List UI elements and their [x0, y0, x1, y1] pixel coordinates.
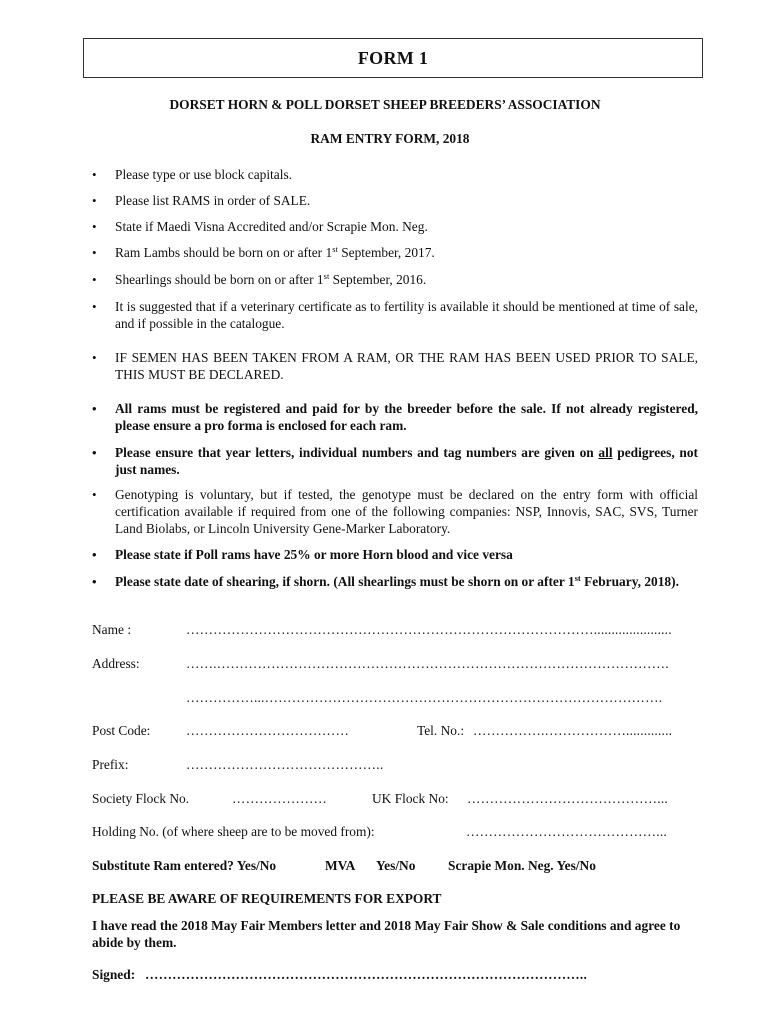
instruction-item: • Ram Lambs should be born on or after 1st September, 2017. [92, 244, 435, 260]
prefix-field[interactable]: …………………………………….. [186, 757, 384, 772]
postcode-field[interactable]: ……………………………… [186, 723, 350, 738]
export-notice: PLEASE BE AWARE OF REQUIREMENTS FOR EXPORT [92, 891, 442, 906]
bullet-icon: • [92, 487, 97, 502]
bullet-icon: • [92, 245, 97, 260]
uk-flock-label: UK Flock No: [372, 791, 449, 806]
bullet-icon: • [92, 445, 97, 460]
tel-field[interactable]: …………….………………............. [473, 723, 673, 738]
bullet-icon: • [92, 547, 97, 562]
signature-field[interactable]: …………………………………………………………………………………….. [145, 967, 587, 982]
bullet-icon: • [92, 193, 97, 208]
tel-label: Tel. No.: [417, 723, 465, 738]
instruction-item: • Please type or use block capitals. [92, 167, 293, 182]
mva-label: MVA [325, 858, 356, 873]
agreement-statement: I have read the 2018 May Fair Members letter and 2018 May Fair Show & Sale conditions and agree to abide by them. [92, 918, 681, 950]
instruction-item: • Shearlings should be born on or after 1st September, 2016. [92, 271, 427, 287]
mva-yes-no[interactable]: Yes/No [376, 858, 416, 873]
holding-field[interactable]: ……………………………………... [466, 824, 667, 839]
society-flock-label: Society Flock No. [92, 791, 190, 806]
instruction-item: • Genotyping is voluntary, but if tested, the genotype must be declared on the entry form with official certification available if required from one of the following companies: NSP, Innovis, SAC, SVS, Turner Land Biolabs, or Lincoln University Gene-Marker Laboratory. [92, 487, 698, 536]
bullet-icon: • [92, 574, 97, 589]
bullet-icon: • [92, 272, 97, 287]
form-title: FORM 1 [357, 47, 429, 68]
instruction-item: • Please state date of shearing, if shorn. (All shearlings must be shorn on or after 1st February, 2018). [92, 573, 679, 589]
form-title-box [83, 38, 703, 78]
address-field-line-2[interactable]: ……………...……………………………………………………………………………. [186, 690, 663, 705]
bullet-icon: • [92, 350, 97, 365]
postcode-label: Post Code: [92, 723, 151, 738]
bullet-icon: • [92, 299, 97, 314]
instruction-item: • It is suggested that if a veterinary certificate as to fertility is available it should be mentioned at time of sale, and if possible in the catalogue. [92, 299, 698, 331]
signed-label: Signed: [92, 967, 136, 982]
instruction-item: • Please state if Poll rams have 25% or more Horn blood and vice versa [92, 547, 513, 562]
society-flock-field[interactable]: ………………… [232, 791, 328, 806]
holding-label: Holding No. (of where sheep are to be moved from): [92, 824, 375, 839]
instruction-item: • Please list RAMS in order of SALE. [92, 193, 311, 208]
bullet-icon: • [92, 219, 97, 234]
uk-flock-field[interactable]: ……………………………………... [467, 791, 668, 806]
address-label: Address: [92, 656, 140, 671]
instruction-item: • IF SEMEN HAS BEEN TAKEN FROM A RAM, OR THE RAM HAS BEEN USED PRIOR TO SALE, THIS MUST BE DECLARED. [92, 350, 698, 382]
prefix-label: Prefix: [92, 757, 129, 772]
name-label: Name : [92, 622, 132, 637]
instruction-item: • All rams must be registered and paid for by the breeder before the sale. If not already registered, please ensure a pro forma is enclosed for each ram. [92, 401, 698, 433]
instruction-item: • Please ensure that year letters, individual numbers and tag numbers are given on all pedigrees, not just names. [92, 445, 698, 477]
instruction-item: • State if Maedi Visna Accredited and/or Scrapie Mon. Neg. [92, 219, 428, 234]
bullet-icon: • [92, 401, 97, 416]
form-subtitle: RAM ENTRY FORM, 2018 [310, 131, 470, 146]
bullet-icon: • [92, 167, 97, 182]
substitute-ram-question[interactable]: Substitute Ram entered? Yes/No [92, 858, 277, 873]
scrapie-yes-no[interactable]: Scrapie Mon. Neg. Yes/No [448, 858, 596, 873]
association-name: DORSET HORN & POLL DORSET SHEEP BREEDERS’ ASSOCIATION [169, 97, 601, 112]
name-field[interactable]: ………………………………………………………………………………...................... [186, 622, 672, 637]
address-field-line-1[interactable]: …….………………………………………………………………………………………. [186, 656, 669, 671]
